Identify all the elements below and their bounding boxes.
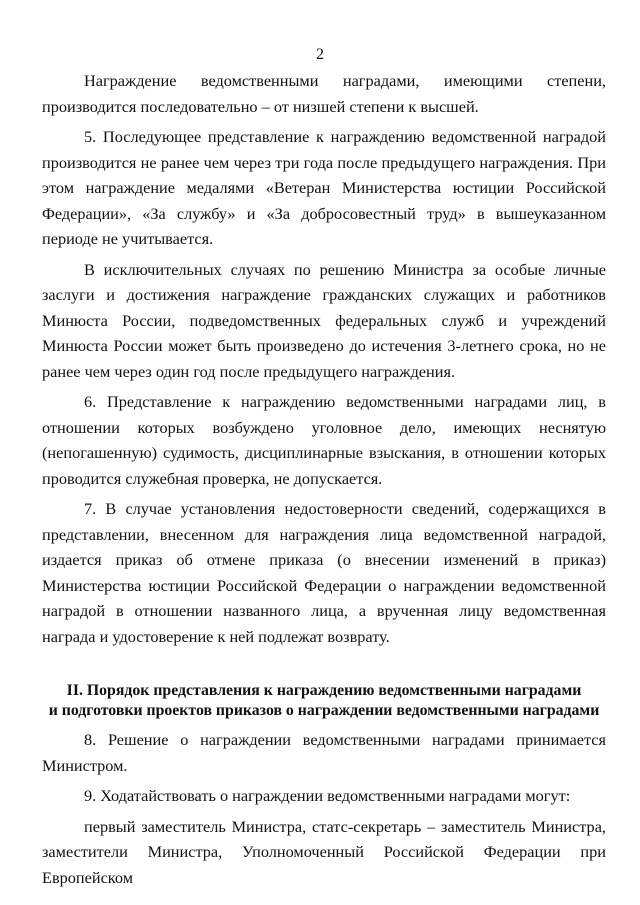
paragraph-item-7: 7. В случае установления недостоверности сведений, содержащихся в представлении, внесенном для награждения лица ведомственной наградой, издается приказ об отмене приказа (о внесении изменений в приказ) Министерства юстиции Российской Федерации о награждении ведомственной наградой в отношении названного лица, а врученная лицу ведомственная награда и удостоверение к ней подлежат возврату. (42, 499, 606, 646)
section-heading (42, 681, 606, 721)
paragraph-exceptional-cases: В исключительных случаях по решению Министра за особые личные заслуги и достижения награждение гражданских служащих и работников Минюста России, подведомственных федеральных служб и учреждений Минюста России может быть произведено до истечения 3-летнего срока, но не ранее чем через один год после предыдущего награждения. (42, 259, 606, 381)
paragraph-item-6: 6. Представление к награждению ведомственными наградами лиц, в отношении которых возбуждено уголовное дело, имеющих неснятую (непогашенную) судимость, дисциплинарные взыскания, в отношении которых проводится служебная проверка, не допускается. (42, 392, 606, 488)
paragraph-award-degrees: Награждение ведомственными наградами, имеющими степени, производится последовательно – от низшей степени к высшей. (42, 71, 606, 116)
paragraph-item-8: 8. Решение о награждении ведомственными наградами принимается Министром. (42, 730, 606, 775)
section-heading-line-1: II. Порядок представления к награждению ведомственными наградами (66, 682, 582, 699)
document-body (42, 68, 606, 890)
section-heading-line-2: и подготовки проектов приказов о награждении ведомственными наградами (48, 702, 600, 719)
page-number: 2 (316, 46, 324, 63)
paragraph-item-9: 9. Ходатайствовать о награждении ведомственными наградами могут: (84, 786, 571, 805)
paragraph-petitioners: первый заместитель Министра, статс-секретарь – заместитель Министра, заместители Министра, Уполномоченный Российской Федерации при Европейском (42, 816, 606, 887)
paragraph-item-5: 5. Последующее представление к награждению ведомственной наградой производится не ранее чем через три года после предыдущего награждения. При этом награждение медалями «Ветеран Министерства юстиции Российской Федерации», «За службу» и «За добросовестный труд» в вышеуказанном периоде не учитывается. (42, 127, 606, 248)
